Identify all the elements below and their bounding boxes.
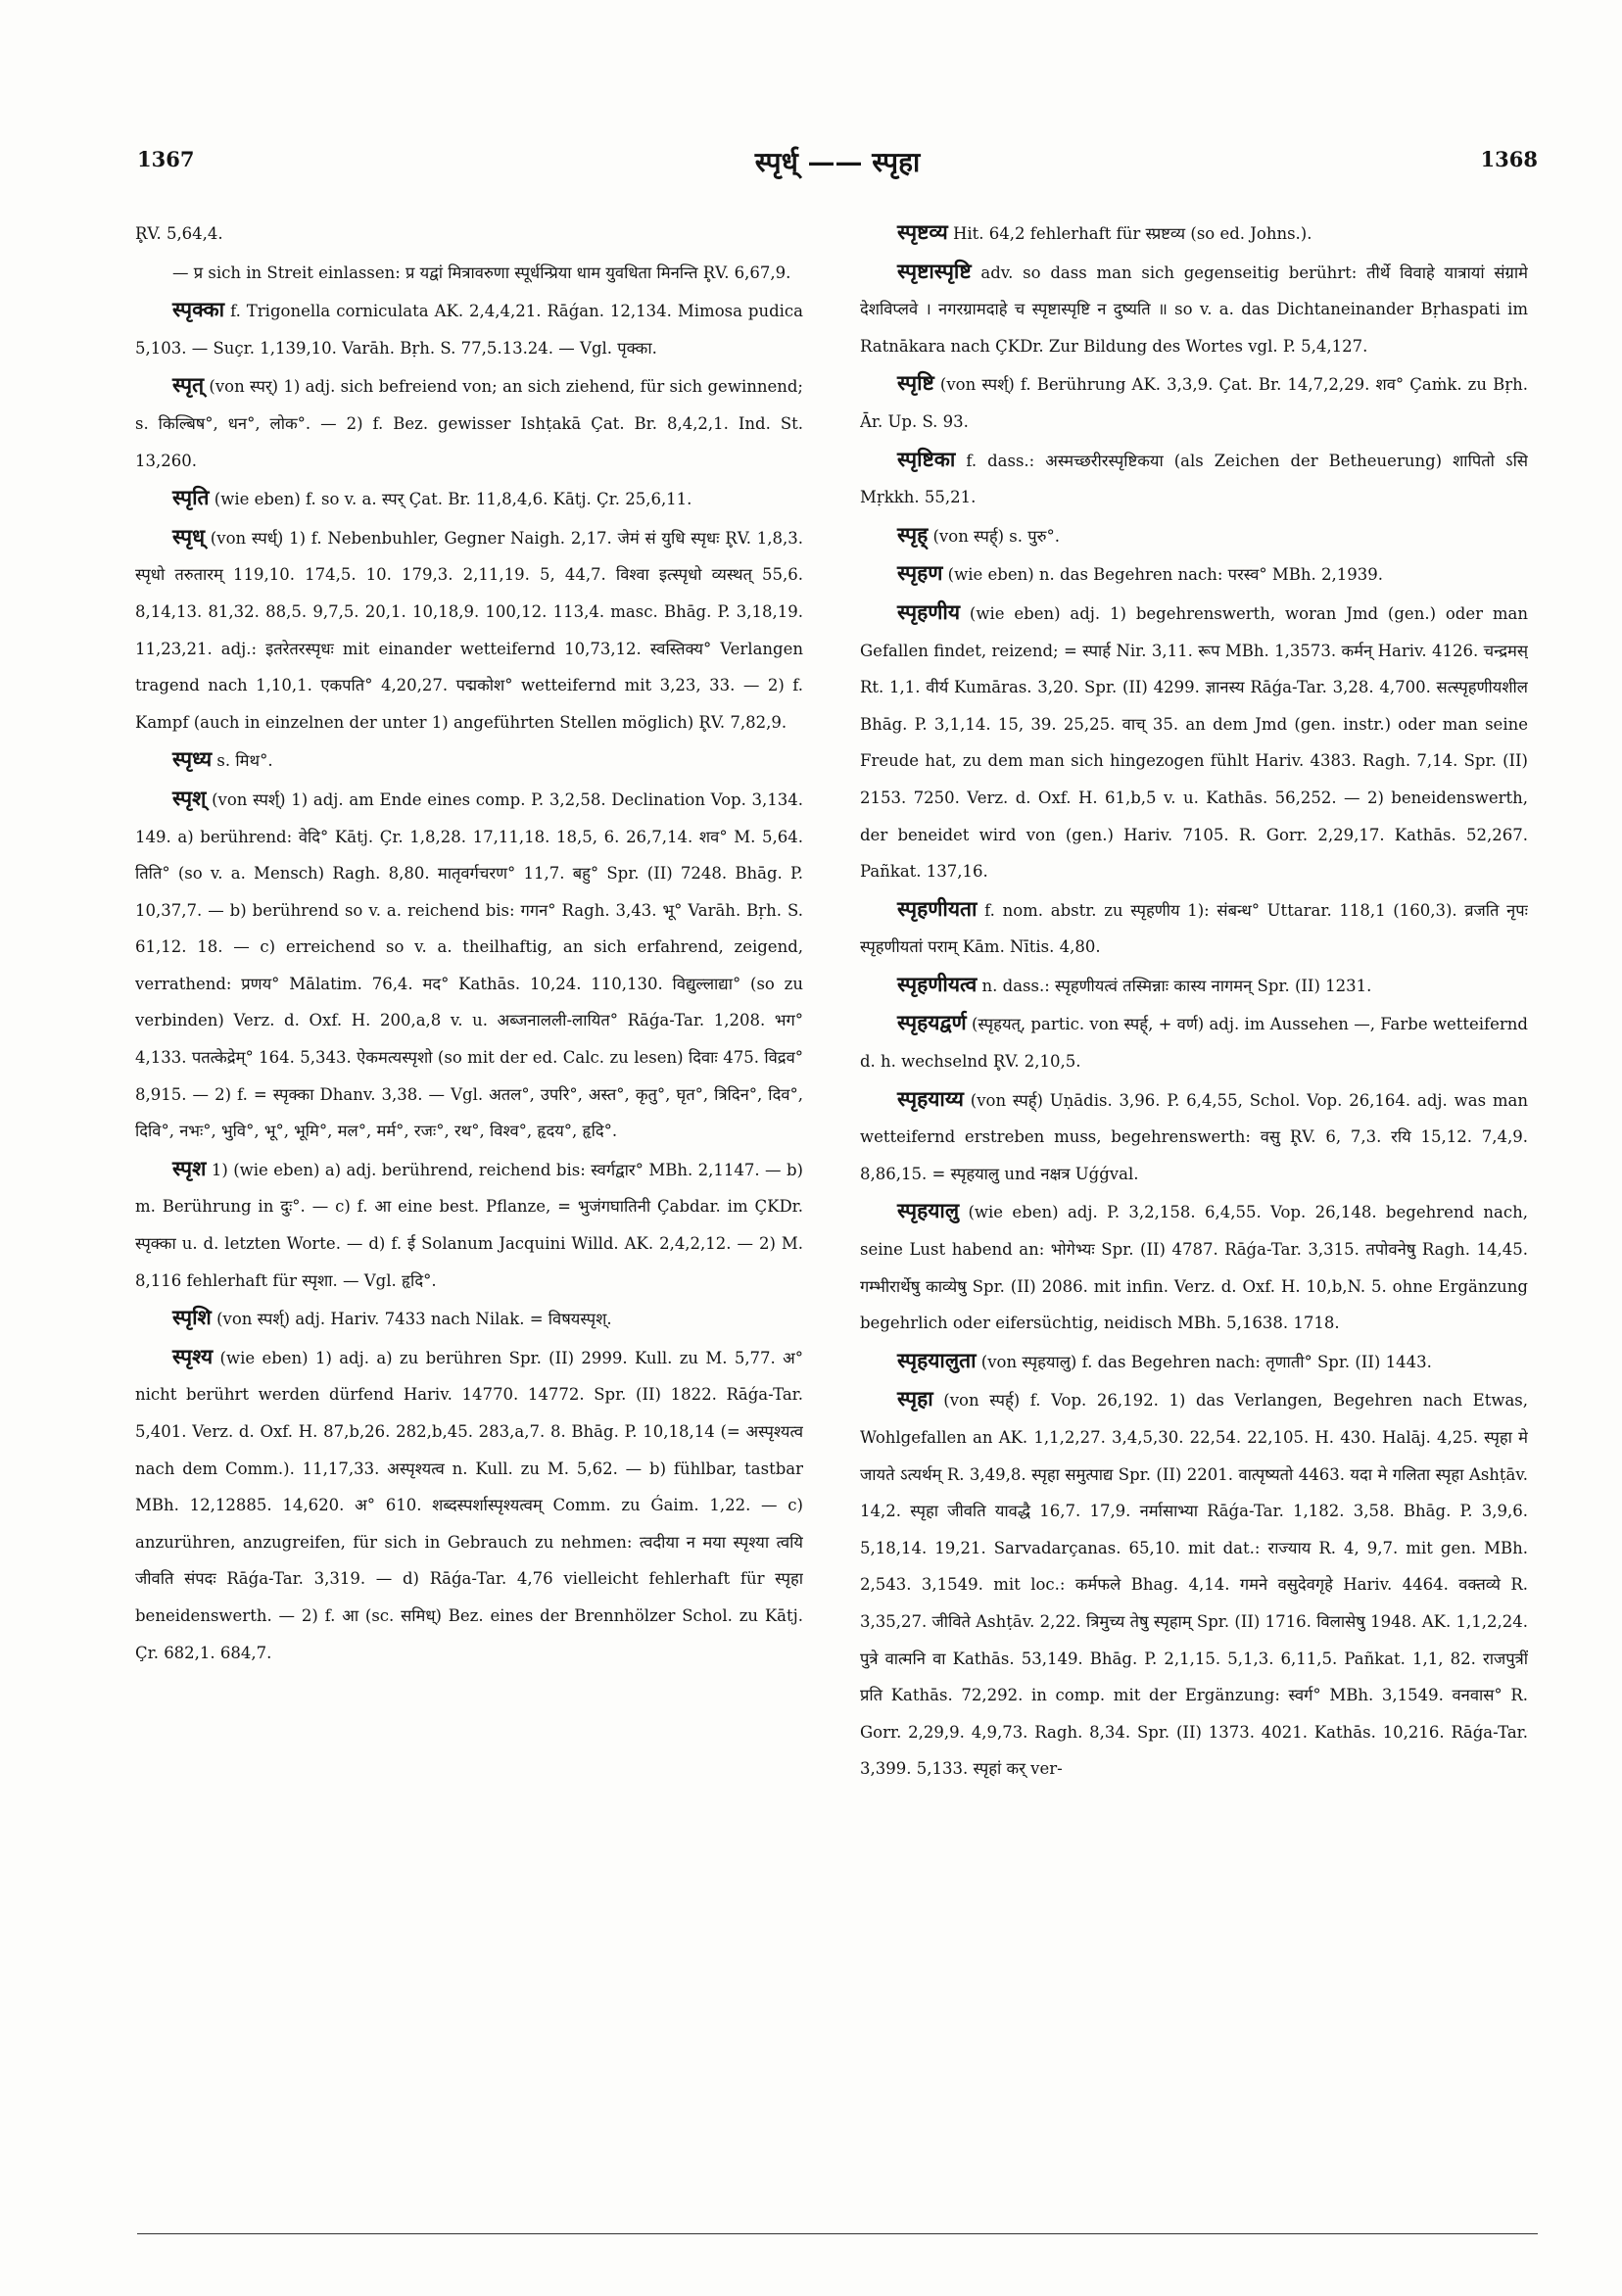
page-header [137,147,1538,186]
dictionary-entry [860,1192,1528,1341]
dictionary-entry [135,253,803,292]
entry-text: (von स्पर्श्) adj. Hariv. 7433 nach Nilak. = विषयस्पृश्. [211,1310,612,1329]
headword: स्पृश [172,1155,207,1180]
headword: स्पृशि [172,1305,212,1330]
dictionary-entry [135,214,803,253]
entry-text: s. मिथ°. [212,751,273,771]
headword: स्पृहणीय [897,598,961,624]
headword: स्पृहयद्वर्ण [897,1010,967,1035]
dictionary-entry [135,1299,803,1338]
entry-text: f. dass.: अस्मच्छरीरस्पृष्टिकया (als Zeichen der Betheuerung) शापितो ऽसि Mṛkkh. 55,21. [860,451,1528,507]
entry-text: 1) (wie eben) a) adj. berührend, reichend bis: स्वर्गद्वार° MBh. 2,1147. — b) m. Berührung in दुः°. — c) f. आ eine best. Pflanze, = भुजंगघातिनी Çabdar. im ÇKDr. स्पृक्का u. d. letzten Worte. — d) f. ई Solanum Jacquini Willd. AK. 2,4,2,12. — 2) M. 8,116 fehlerhaft für स्पृशा. — Vgl. हृदि°. [135,1160,803,1290]
entry-text: f. Trigonella corniculata AK. 2,4,4,21. Rāǵan. 12,134. Mimosa pudica 5,103. — Suçr. 1,139,10. Varāh. Bṛh. S. 77,5.13.24. — Vgl. पृक्का. [135,302,803,358]
headword: स्पृध्य [172,746,213,772]
dictionary-entry [135,479,803,518]
headword: स्पृहा [897,1386,933,1411]
footer-rule [137,2233,1538,2234]
entry-text: (von स्पर्ह्) f. Vop. 26,192. 1) das Verlangen, Begehren nach Etwas, Wohlgefallen an AK. 1,1,2,27. 3,4,5,30. 22,54. 22,105. H. 430. Halāj. 4,25. स्पृहा मे जायते ऽत्यर्थम् R. 3,49,8. स्पृहा समुत्पाद्य Spr. (II) 2201. वात्पृष्यतो 4463. यदा मे गलिता स्पृहा Ashṭāv. 14,2. स्पृहा जीवति यावद्धै 16,7. 17,9. नर्मासाभ्या Rāǵa-Tar. 1,182. 3,58. Bhāg. P. 3,9,6. 5,18,14. 19,21. Sarvadarçanas. 65,10. mit dat.: राज्याय R. 4, 9,7. mit gen. MBh. 2,543. 3,1549. mit loc.: कर्मफले Bhag. 4,14. गमने वसुदेवगृहे Hariv. 4464. वक्तव्ये R. 3,35,27. जीविते Ashṭāv. 2,22. त्रिमुच्य तेषु स्पृहाम् Spr. (II) 1716. विलासेषु 1948. AK. 1,1,2,24. पुत्रे वात्मनि वा Kathās. 53,149. Bhāg. P. 2,1,15. 5,1,3. 6,11,5. Pañkat. 1,1, 82. राजपुत्रीं प्रति Kathās. 72,292. in comp. mit der Ergänzung: स्वर्ग° MBh. 3,1549. वनवास° R. Gorr. 2,29,9. 4,9,73. Ragh. 8,34. Spr. (II) 1373. 4021. Kathās. 10,216. Rāǵa-Tar. 3,399. 5,133. स्पृहां कर् ver- [860,1391,1528,1779]
headword: स्पृहयालु [897,1198,960,1223]
dictionary-entry [860,364,1528,440]
dictionary-entry [860,1380,1528,1788]
dictionary-entry [860,441,1528,516]
dictionary-entry [135,1150,803,1299]
entry-text: R̥V. 5,64,4. [135,224,223,243]
entry-text: Hit. 64,2 fehlerhaft für स्प्रष्टव्य (so ed. Johns.). [947,224,1312,243]
headword: स्पृत् [172,372,205,398]
entry-text: adv. so dass man sich gegenseitig berührt: तीर्थे विवाहे यात्रायां संग्रामे देशविप्लवे । नगरग्रामदाहे च स्पृष्टास्पृष्टि न दुष्यति ॥ so v. a. das Dichtaneinander Bṛhaspati im Ratnākara nach ÇKDr. Zur Bildung des Wortes vgl. P. 5,4,127. [860,263,1528,356]
entry-text: n. dass.: स्पृहणीयत्वं तस्मिन्नाः कास्य नागमन् Spr. (II) 1231. [977,976,1372,995]
headword: स्पृहयालुता [897,1347,977,1372]
entry-text: (स्पृहयत्, partic. von स्पर्ह्, + वर्ण) adj. im Aussehen —, Farbe wetteifernd d. h. wechselnd R̥V. 2,10,5. [860,1015,1528,1072]
left-column [135,214,803,2070]
headword: स्पृष्टिका [897,446,956,471]
headword: स्पृह् [897,521,929,547]
entry-text: — प्र sich in Streit einlassen: प्र यद्वां मित्रावरुणा स्पूर्धन्प्रिया धाम युवधिता मिनन्ति R̥V. 6,67,9. [172,263,791,282]
dictionary-entry [860,214,1528,253]
dictionary-entry [860,594,1528,890]
dictionary-entry [860,554,1528,594]
headword: स्पृति [172,485,210,510]
dictionary-entry [135,518,803,741]
headword: स्पृष्टव्य [897,219,948,244]
headword: स्पृश् [172,785,207,810]
dictionary-entry [860,966,1528,1005]
headword: स्पृध् [172,523,206,549]
dictionary-entry [135,291,803,366]
entry-text: (von स्पर्) 1) adj. sich befreiend von; an sich ziehend, für sich gewinnend; s. किल्बिष°, धन°, लोक°. — 2) f. Bez. gewisser Ishṭakā Çat. Br. 8,4,2,1. Ind. St. 13,260. [135,377,803,470]
headword: स्पृहणीयता [897,895,978,921]
entry-text: (von स्पर्ह्) s. पुरु°. [928,526,1060,546]
headword: स्पृष्टि [897,370,934,396]
entry-text: (von स्पर्ह्) Uṇādis. 3,96. P. 6,4,55, Schol. Vop. 26,164. adj. was man wetteifernd erstreben muss, begehrenswerth: वसु R̥V. 6, 7,3. रयि 15,12. 7,4,9. 8,86,15. = स्पृहयालु und नक्षत्र Uǵǵval. [860,1090,1528,1183]
dictionary-entry [860,1342,1528,1381]
headword: स्पृहयाय्य [897,1085,964,1111]
entry-text: (von स्पृहयालु) f. das Begehren nach: तृणाती° Spr. (II) 1443. [976,1352,1432,1371]
entry-text: f. nom. abstr. zu स्पृहणीय 1): संबन्ध° Uttarar. 118,1 (160,3). व्रजति नृपः स्पृहणीयतां पराम् Kām. Nītis. 4,80. [860,900,1528,957]
dictionary-entry [135,366,803,479]
running-title: स्पृर्ध् —— स्पृहा [754,146,921,178]
page-number-left: 1367 [137,147,195,171]
dictionary-entry [135,741,803,780]
dictionary-entry [860,516,1528,555]
headword: स्पृहणीयत्व [897,971,978,996]
dictionary-entry [860,1004,1528,1079]
entry-text: (von स्पर्श्) f. Berührung AK. 3,3,9. Çat. Br. 14,7,2,29. शव° Çaṁk. zu Bṛh. Ār. Up. S. 93. [860,375,1528,431]
entry-text: (wie eben) f. so v. a. स्पर् Çat. Br. 11,8,4,6. Kātj. Çr. 25,6,11. [209,490,692,509]
dictionary-entry [860,1080,1528,1193]
dictionary-entry [135,780,803,1150]
page-number-right: 1368 [1480,147,1538,171]
headword: स्पृश्य [172,1343,214,1368]
entry-text: (wie eben) n. das Begehren nach: परस्व° MBh. 2,1939. [942,565,1383,585]
right-column [860,214,1528,2070]
dictionary-entry [135,1338,803,1671]
headword: स्पृक्का [172,297,225,322]
headword: स्पृष्टास्पृष्टि [897,258,972,283]
dictionary-entry [860,890,1528,966]
entry-text: (wie eben) adj. 1) begehrenswerth, woran Jmd (gen.) oder man Gefallen findet, reizend; = स्पार्ह Nir. 3,11. रूप MBh. 1,3573. कर्मन् Hariv. 4126. चन्द्रमस् Rt. 1,1. वीर्य Kumāras. 3,20. Spr. (II) 4299. ज्ञानस्य Rāǵa-Tar. 3,28. 4,700. सत्स्पृहणीयशील Bhāg. P. 3,1,14. 15, 39. 25,25. वाच् 35. an dem Jmd (gen. instr.) oder man seine Freude hat, zu dem man sich hingezogen fühlt Hariv. 4383. Ragh. 7,14. Spr. (II) 2153. 7250. Verz. d. Oxf. H. 61,b,5 v. u. Kathās. 56,252. — 2) beneidenswerth, der beneidet wird von (gen.) Hariv. 7105. R. Gorr. 2,29,17. Kathās. 52,267. Pañkat. 137,16. [860,603,1528,882]
entry-text: (von स्पर्ध्) 1) f. Nebenbuhler, Gegner Naigh. 2,17. जेमं सं युधि स्पृधः R̥V. 1,8,3. स्पृधो तरुतारम् 119,10. 174,5. 10. 179,3. 2,11,19. 5, 44,7. विश्वा इत्स्पृधो व्यस्थत् 55,6. 8,14,13. 81,32. 88,5. 9,7,5. 20,1. 10,18,9. 100,12. 113,4. masc. Bhāg. P. 3,18,19. 11,23,21. adj.: इतरेतरस्पृधः mit einander wetteifernd 10,73,12. स्वस्तिक्य° Verlangen tragend nach 1,10,1. एकपति° 4,20,27. पद्मकोश° wetteifernd mit 3,23, 33. — 2) f. Kampf (auch in einzelnen der unter 1) angeführten Stellen möglich) R̥V. 7,82,9. [135,528,803,732]
entry-text: (wie eben) 1) adj. a) zu berühren Spr. (II) 2999. Kull. zu M. 5,77. अ° nicht berührt werden dürfend Hariv. 14770. 14772. Spr. (II) 1822. Rāǵa-Tar. 5,401. Verz. d. Oxf. H. 87,b,26. 282,b,45. 283,a,7. 8. Bhāg. P. 10,18,14 (= अस्पृश्यत्व nach dem Comm.). 11,17,33. अस्पृश्यत्व n. Kull. zu M. 5,62. — b) fühlbar, tastbar MBh. 12,12885. 14,620. अ° 610. शब्दस्पर्शास्पृश्यत्वम् Comm. zu Ǵaim. 1,22. — c) anzurühren, anzugreifen, für sich in Gebrauch zu nehmen: त्वदीया न मया स्पृश्या त्वयि जीवति संपदः Rāǵa-Tar. 3,319. — d) Rāǵa-Tar. 4,76 vielleicht fehlerhaft für स्पृहा beneidenswerth. — 2) f. आ (sc. समिध्) Bez. eines der Brennhölzer Schol. zu Kātj. Çr. 682,1. 684,7. [135,1348,803,1662]
entry-text: (wie eben) adj. P. 3,2,158. 6,4,55. Vop. 26,148. begehrend nach, seine Lust habend an: भोगेभ्यः Spr. (II) 4787. Rāǵa-Tar. 3,315. तपोवनेषु Ragh. 14,45. गम्भीरार्थेषु काव्येषु Spr. (II) 2086. mit infin. Verz. d. Oxf. H. 10,b,N. 5. ohne Ergänzung begehrlich oder eifersüchtig, neidisch MBh. 5,1638. 1718. [860,1203,1528,1333]
headword: स्पृहण [897,560,943,586]
entry-text: (von स्पर्श्) 1) adj. am Ende eines comp. P. 3,2,58. Declination Vop. 3,134. 149. a) berührend: वेदि° Kātj. Çr. 1,8,28. 17,11,18. 18,5, 6. 26,7,14. शव° M. 5,64. तिति° (so v. a. Mensch) Ragh. 8,80. मातृवर्गचरण° 11,7. बहु° Spr. (II) 7248. Bhāg. P. 10,37,7. — b) berührend so v. a. reichend bis: गगन° Ragh. 3,43. भू° Varāh. Bṛh. S. 61,12. 18. — c) erreichend so v. a. theilhaftig, an sich erfahrend, zeigend, verrathend: प्रणय° Mālatim. 76,4. मद° Kathās. 10,24. 110,130. विद्युल्लाद्या° (so zu verbinden) Verz. d. Oxf. H. 200,a,8 v. u. अब्जनालली-लायित° Rāǵa-Tar. 1,208. भग° 4,133. पतत्केद्रेम्° 164. 5,343. ऐकमत्यस्पृशो (so mit der ed. Calc. zu lesen) दिवाः 475. विद्रव° 8,915. — 2) f. = स्पृक्का Dhanv. 3,38. — Vgl. अतल°, उपरि°, अस्त°, कृतु°, घृत°, त्रिदिन°, दिव°, दिवि°, नभः°, भुवि°, भू°, भूमि°, मल°, मर्म°, रजः°, रथ°, विश्व°, हृदय°, हृदि°. [135,789,803,1141]
dictionary-entry [860,253,1528,365]
